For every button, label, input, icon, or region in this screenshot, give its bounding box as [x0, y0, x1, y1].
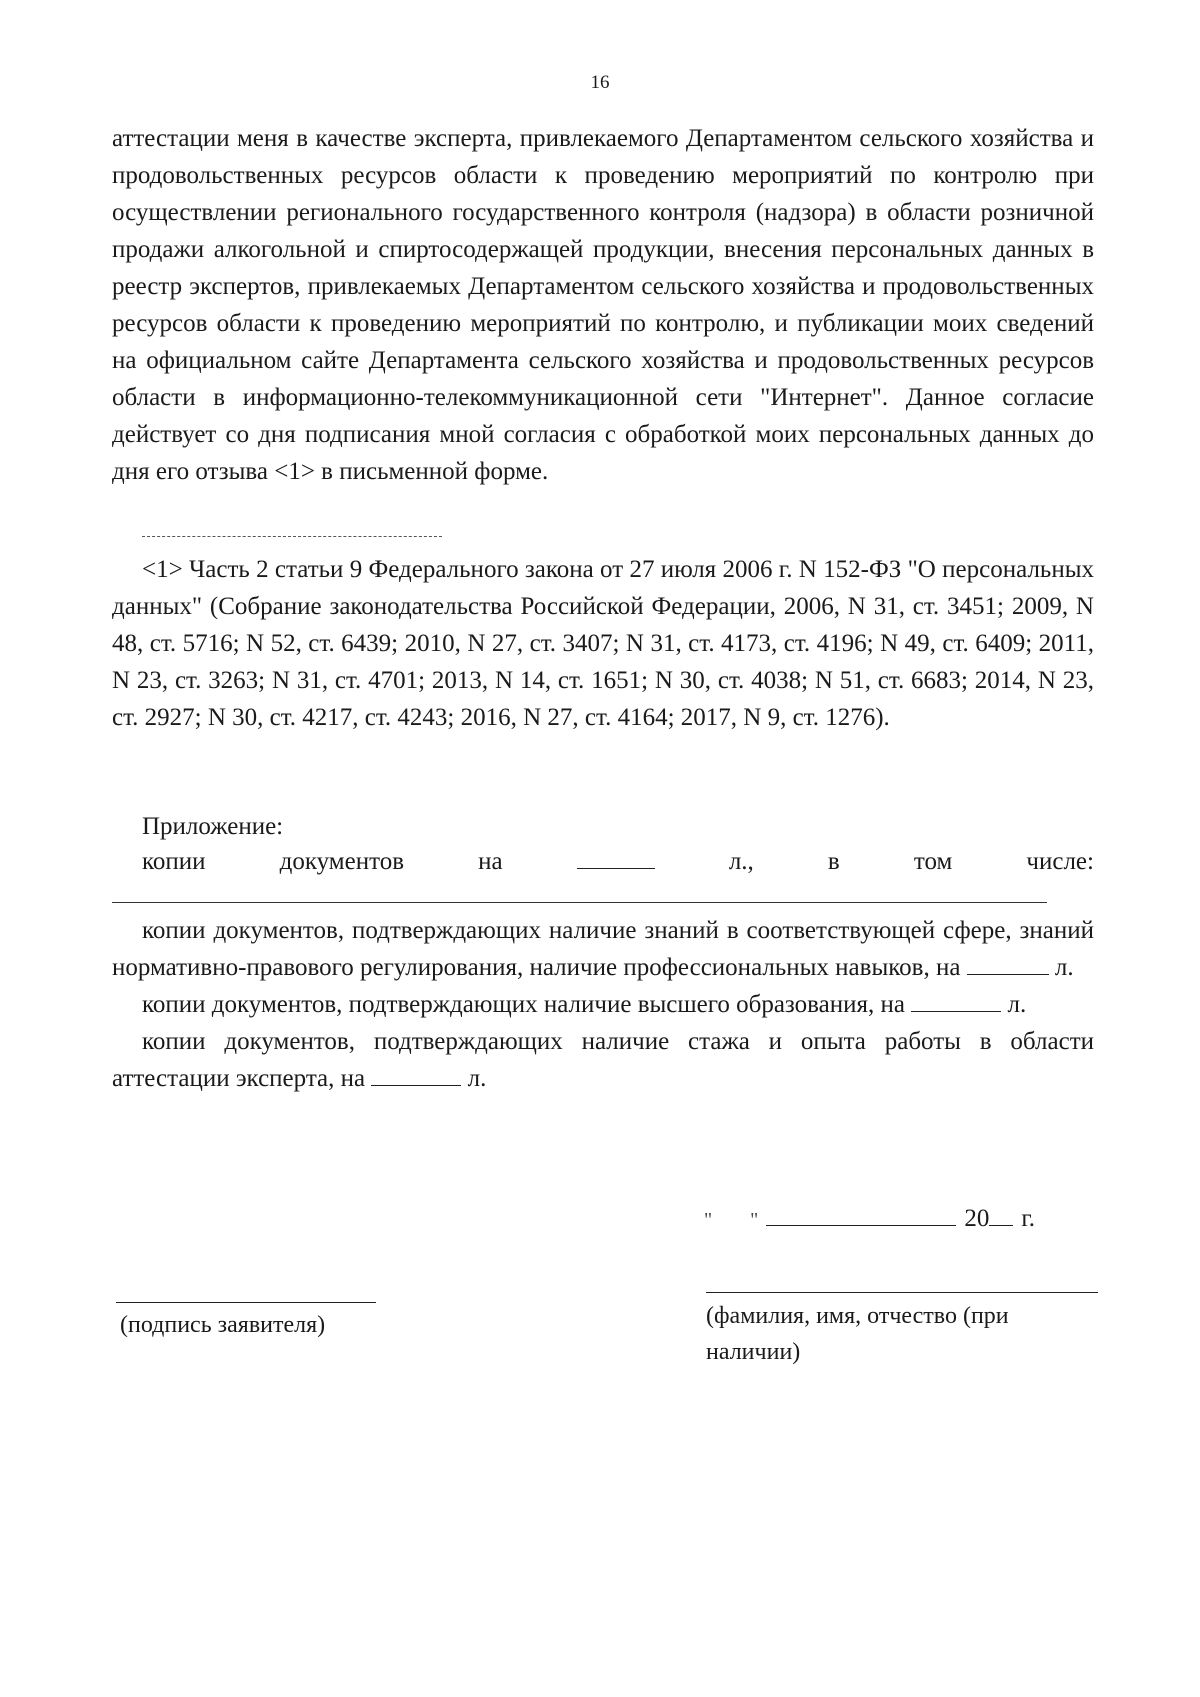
date-open-quote: " [704, 1209, 713, 1231]
date-close-quote: " [750, 1209, 759, 1231]
date-row [704, 1200, 1064, 1239]
annex-word: копии [142, 848, 206, 875]
annex-word: на [478, 848, 503, 875]
annex-word: в [827, 848, 840, 875]
signature-line[interactable] [116, 1302, 376, 1303]
annex-word: том [913, 848, 953, 875]
consent-paragraph [112, 120, 1094, 490]
full-name-caption: (фамилия, имя, отчество (при наличии) [706, 1303, 1009, 1365]
footnote [112, 551, 1094, 736]
page-count-blank[interactable] [371, 1063, 461, 1086]
full-name-line[interactable] [706, 1292, 1098, 1293]
page-count-blank[interactable] [967, 952, 1049, 975]
year-blank[interactable] [989, 1203, 1013, 1226]
footnote-text: <1> Часть 2 статьи 9 Федерального закона от 27 июля 2006 г. N 152-ФЗ "О персональных данных" (Собрание законодательства Российской Федерации, 2006, N 31, ст. 3451; 2009, N 48, ст. 5716; N 52, ст. 6439; 2010, N 27, ст. 3407; N 31, ст. 4173, ст. 4196; N 49, ст. 6409; 2011, N 23, ст. 3263; N 31, ст. 4701; 2013, N 14, ст. 1651; N 30, ст. 4038; N 51, ст. 6683; 2014, N 23, ст. 2927; N 30, ст. 4217, ст. 4243; 2016, N 27, ст. 4164; 2017, N 9, ст. 1276). [112, 556, 1094, 731]
annex-word: л., [728, 848, 754, 875]
annex-item: копии документов, подтверждающих наличие высшего образования, на л. [142, 991, 1027, 1018]
day-blank[interactable] [720, 1204, 742, 1226]
annex-documents-row [142, 843, 1094, 880]
annex-fill-line[interactable] [112, 902, 1047, 903]
consent-text: аттестации меня в качестве эксперта, привлекаемого Департаментом сельского хозяйства и продовольственных ресурсов области к проведению мероприятий по контролю при осуществлении регионального государственного контроля (надзора) в области розничной продажи алкогольной и спиртосодержащей продукции, внесения персональных данных в реестр экспертов, привлекаемых Департаментом сельского хозяйства и продовольственных ресурсов области к проведению мероприятий по контролю, и публикации моих сведений на официальном сайте Департамента сельского хозяйства и продовольственных ресурсов области в информационно-телекоммуникационной сети "Интернет". Данное согласие действует со дня подписания мной согласия с обработкой моих персональных данных до дня его отзыва <1> в письменной форме. [112, 125, 1094, 485]
month-blank[interactable] [766, 1203, 956, 1226]
page-count-blank[interactable] [911, 989, 1001, 1012]
year-suffix: г. [1021, 1205, 1036, 1232]
signature-caption: (подпись заявителя) [120, 1312, 326, 1338]
annex-word: документов [279, 848, 405, 875]
year-prefix: 20 [964, 1205, 990, 1232]
annex-item: копии документов, подтверждающих наличие знаний в соответствующей сфере, знаний нормативно-правового регулирования, наличие профессиональных навыков, на л. [112, 917, 1094, 981]
annex-word: числе: [1026, 848, 1094, 875]
page-count-blank[interactable] [577, 846, 655, 869]
annex-items [112, 912, 1094, 1097]
footnote-separator [142, 536, 442, 537]
annex-item: копии документов, подтверждающих наличие стажа и опыта работы в области аттестации эксперта, на л. [112, 1028, 1094, 1092]
annex-label: Приложение: [142, 813, 284, 840]
page-number: 16 [590, 72, 610, 93]
